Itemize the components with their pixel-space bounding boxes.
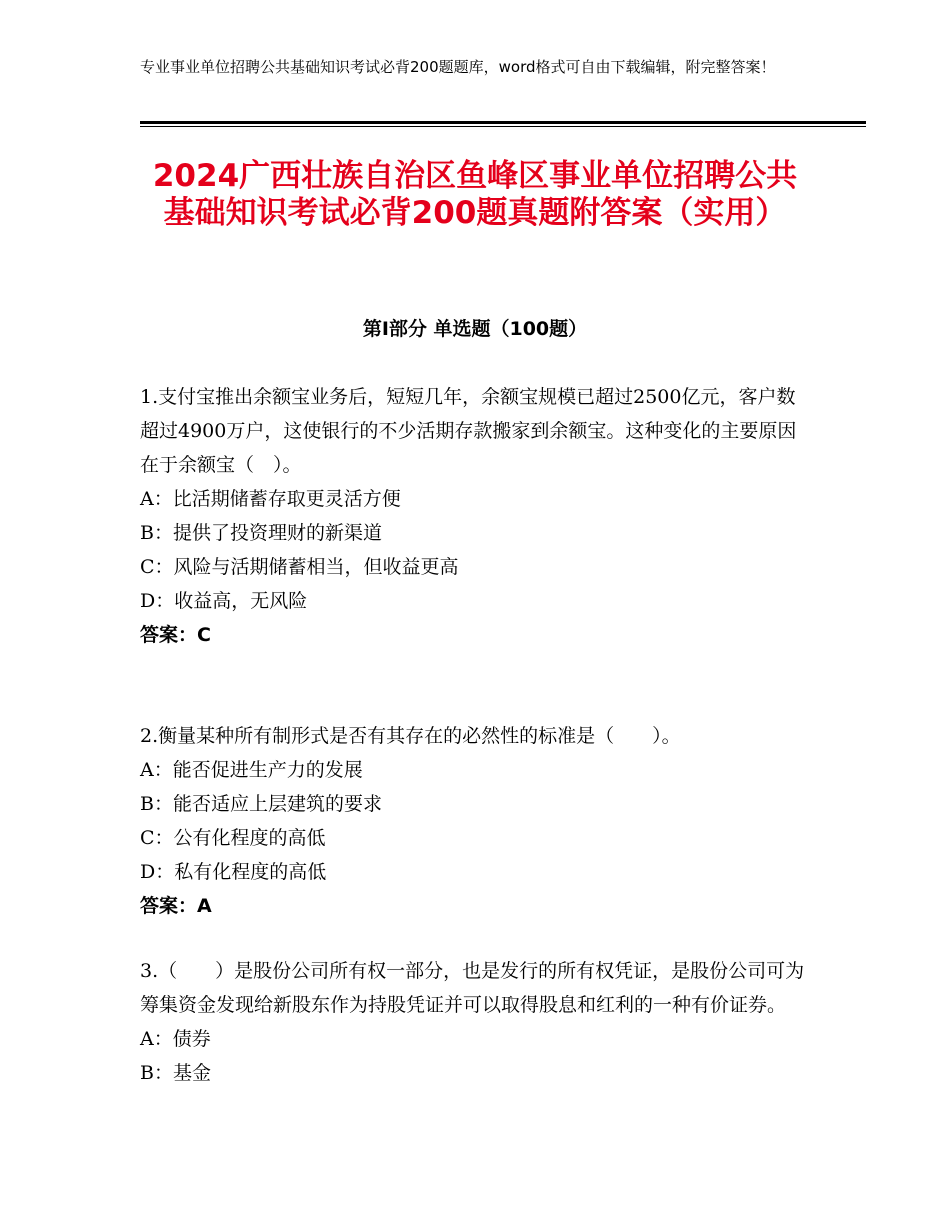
answer: 答案：A [140,895,212,917]
question-2 [140,719,810,954]
header-rule-thin [140,126,866,127]
answer: 答案：C [140,624,211,646]
question-stem: 2.衡量某种所有制形式是否有其存在的必然性的标准是（ ）。 [140,725,681,747]
section-title: 第Ⅰ部分 单选题（100题） [362,318,588,340]
option-a: A：债券 [140,1028,211,1050]
option-b: B：提供了投资理财的新渠道 [140,522,382,544]
question-stem: 3.（ ）是股份公司所有权一部分，也是发行的所有权凭证，是股份公司可为筹集资金发现给新股东作为持股凭证并可以取得股息和红利的一种有价证券。 [140,960,805,1016]
question-1 [140,380,810,719]
option-b: B：能否适应上层建筑的要求 [140,793,382,815]
option-c: C：公有化程度的高低 [140,827,326,849]
question-stem: 1.支付宝推出余额宝业务后，短短几年，余额宝规模已超过2500亿元，客户数超过4900万户，这使银行的不少活期存款搬家到余额宝。这种变化的主要原因在于余额宝（ ）。 [140,386,797,476]
question-list [140,380,810,1090]
option-d: D：收益高，无风险 [140,590,308,612]
option-a: A：比活期储蓄存取更灵活方便 [140,488,401,510]
header-rule-thick [140,121,866,124]
option-d: D：私有化程度的高低 [140,861,327,883]
question-3 [140,954,810,1090]
option-c: C：风险与活期储蓄相当，但收益更高 [140,556,459,578]
option-b: B：基金 [140,1062,211,1084]
header-note: 专业事业单位招聘公共基础知识考试必背200题题库，word格式可自由下载编辑，附完整答案！ [140,58,776,76]
option-a: A：能否促进生产力的发展 [140,759,363,781]
document-title: 2024广西壮族自治区鱼峰区事业单位招聘公共基础知识考试必背200题真题附答案（实用） [152,158,798,231]
